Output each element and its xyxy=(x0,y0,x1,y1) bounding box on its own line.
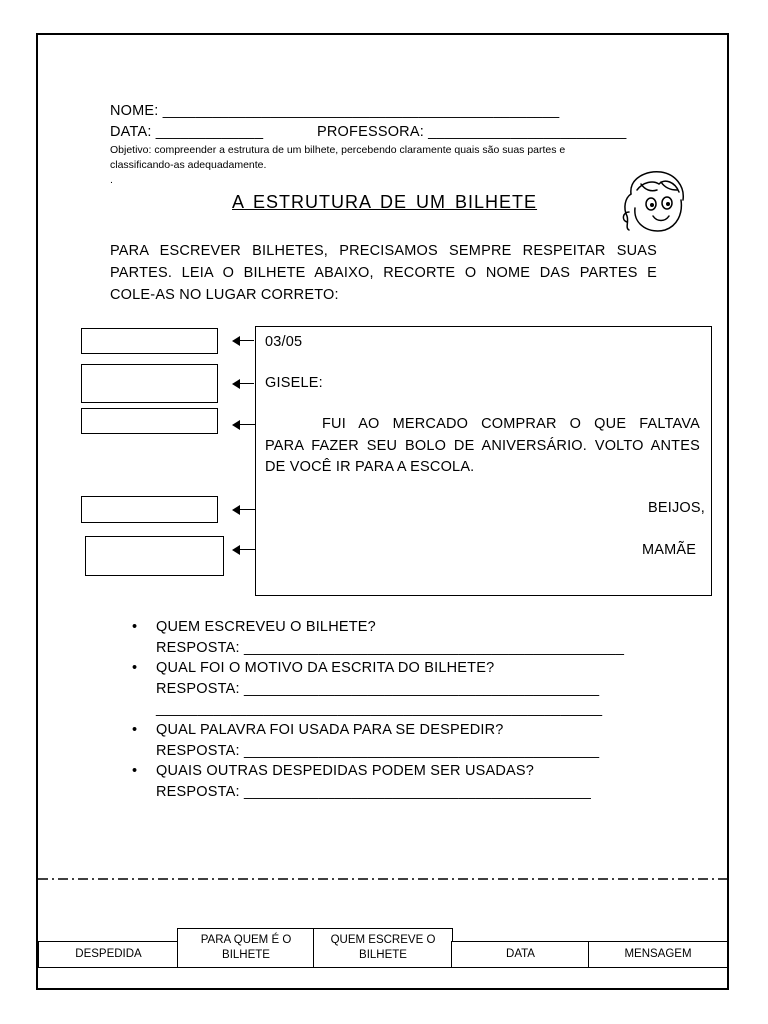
name-field[interactable]: NOME: ________________________________________________ xyxy=(110,103,560,119)
arrow-date xyxy=(232,336,254,346)
date-field[interactable]: DATA: _____________ xyxy=(110,124,264,140)
cut-line xyxy=(38,878,728,880)
paste-box-farewell[interactable] xyxy=(81,496,218,523)
paste-box-date[interactable] xyxy=(81,328,218,354)
cutout-para-quem[interactable]: PARA QUEM É O BILHETE xyxy=(177,928,315,968)
note-message-line-1: FUI AO MERCADO COMPRAR O QUE FALTAVA xyxy=(322,416,700,432)
cutout-mensagem[interactable]: MENSAGEM xyxy=(588,941,728,968)
teacher-field[interactable]: PROFESSORA: ________________________ xyxy=(317,124,627,140)
arrow-greeting xyxy=(232,379,254,389)
question-text: QUAIS OUTRAS DESPEDIDAS PODEM SER USADAS? xyxy=(156,763,535,780)
question-text: QUEM ESCREVEU O BILHETE? xyxy=(156,619,376,635)
answer-line[interactable]: ______________________________________________________ xyxy=(156,701,603,718)
instruction-line-1: PARA ESCREVER BILHETES, PRECISAMOS SEMPRE RESPEITAR SUAS xyxy=(110,243,657,259)
note-greeting: GISELE: xyxy=(265,375,323,391)
paste-box-signature[interactable] xyxy=(85,536,224,576)
objective-line-2: classificando-as adequadamente. xyxy=(110,159,267,171)
answer-line[interactable]: RESPOSTA: ______________________________________________ xyxy=(156,639,625,656)
cutout-quem-escreve[interactable]: QUEM ESCREVE O BILHETE xyxy=(313,928,453,968)
question-text: QUAL PALAVRA FOI USADA PARA SE DESPEDIR? xyxy=(156,721,504,738)
question-text: QUAL FOI O MOTIVO DA ESCRITA DO BILHETE? xyxy=(156,660,495,677)
question-item xyxy=(132,720,624,761)
note-farewell: BEIJOS, xyxy=(648,500,705,516)
objective-line-1: Objetivo: compreender a estrutura de um bilhete, percebendo claramente quais são suas partes e xyxy=(110,144,566,156)
page-title: A ESTRUTURA DE UM BILHETE xyxy=(232,192,538,212)
answer-line[interactable]: RESPOSTA: ___________________________________________ xyxy=(156,680,600,697)
girl-cartoon-icon xyxy=(617,168,689,236)
bullet-icon: • xyxy=(132,721,138,738)
instruction-line-2: PARTES. LEIA O BILHETE ABAIXO, RECORTE O NOME DAS PARTES E xyxy=(110,265,657,281)
objective-dot: . xyxy=(110,174,113,186)
question-item xyxy=(132,658,624,720)
note-date: 03/05 xyxy=(265,334,303,350)
instruction-line-3: COLE-AS NO LUGAR CORRETO: xyxy=(110,287,339,303)
cutout-data[interactable]: DATA xyxy=(451,941,590,968)
answer-line[interactable]: RESPOSTA: ___________________________________________ xyxy=(156,742,600,759)
question-item xyxy=(132,761,624,802)
bullet-icon: • xyxy=(132,763,138,780)
note-message-line-3: DE VOCÊ IR PARA A ESCOLA. xyxy=(265,459,475,475)
question-item xyxy=(132,617,624,658)
paste-box-greeting[interactable] xyxy=(81,364,218,403)
paste-box-message[interactable] xyxy=(81,408,218,434)
answer-line[interactable]: RESPOSTA: __________________________________________ xyxy=(156,783,592,800)
note-signature: MAMÃE xyxy=(642,542,697,558)
cutout-despedida[interactable]: DESPEDIDA xyxy=(38,941,179,968)
questions-list xyxy=(132,617,624,802)
note-message-line-2: PARA FAZER SEU BOLO DE ANIVERSÁRIO. VOLTO ANTES xyxy=(265,438,700,454)
bullet-icon: • xyxy=(132,619,138,635)
bullet-icon: • xyxy=(132,660,138,677)
